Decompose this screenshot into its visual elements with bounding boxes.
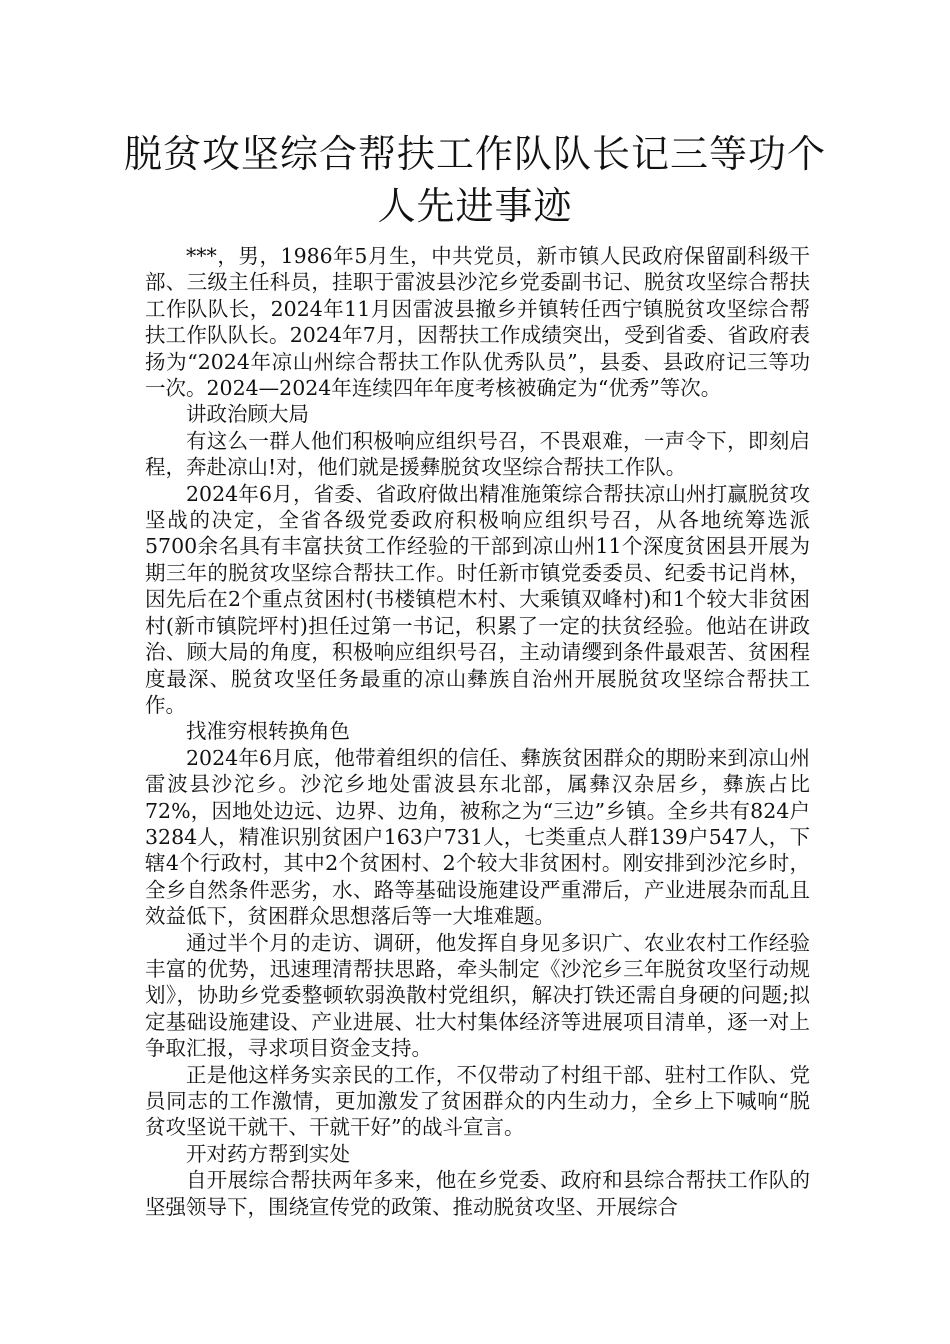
paragraph: 通过半个月的走访、调研，他发挥自身见多识广、农业农村工作经验丰富的优势，迅速理清帮扶思路，牵头制定《沙沱乡三年脱贫攻坚行动规划》，协助乡党委整顿软弱涣散村党组织，解决打铁还需自身硬的问题;拟定基础设施建设、产业进展、壮大村集体经济等进展项目清单，逐一对上争取汇报，寻求项目资金支持。 xyxy=(145,930,810,1061)
document-title: 脱贫攻坚综合帮扶工作队队长记三等功个人先进事迹 xyxy=(123,132,826,228)
paragraph: 2024年6月底，他带着组织的信任、彝族贫困群众的期盼来到凉山州雷波县沙沱乡。沙沱乡地处雷波县东北部，属彝汉杂居乡，彝族占比72%，因地处边远、边界、边角，被称之为“三边”乡镇。全乡共有824户3284人，精准识别贫困户163户731人，七类重点人群139户547人，下辖4个行政村，其中2个贫困村、2个较大非贫困村。刚安排到沙沱乡时，全乡自然条件恶劣，水、路等基础设施建设严重滞后，产业进展杂而乱且效益低下，贫困群众思想落后等一大堆难题。 xyxy=(145,745,810,929)
paragraph: 有这么一群人他们积极响应组织号召，不畏艰难，一声令下，即刻启程，奔赴凉山!对，他们就是援彝脱贫攻坚综合帮扶工作队。 xyxy=(145,428,810,480)
paragraph: 自开展综合帮扶两年多来，他在乡党委、政府和县综合帮扶工作队的坚强领导下，围绕宣传党的政策、推动脱贫攻坚、开展综合 xyxy=(145,1168,810,1219)
section-heading-politics: 讲政治顾大局 xyxy=(186,402,309,427)
document-body xyxy=(145,243,810,1220)
section-heading-remedy: 开对药方帮到实处 xyxy=(186,1141,350,1166)
paragraph-intro: ***，男，1986年5月生，中共党员，新市镇人民政府保留副科级干部、三级主任科员，挂职于雷波县沙沱乡党委副书记、脱贫攻坚综合帮扶工作队队长，2024年11月因雷波县撤乡并镇转任西宁镇脱贫攻坚综合帮扶工作队队长。2024年7月，因帮扶工作成绩突出，受到省委、省政府表扬为“2024年凉山州综合帮扶工作队优秀队员”，县委、县政府记三等功一次。2024—2024年连续四年年度考核被确定为“优秀”等次。 xyxy=(145,244,810,401)
paragraph: 正是他这样务实亲民的工作，不仅带动了村组干部、驻村工作队、党员同志的工作激情，更加激发了贫困群众的内生动力，全乡上下喊响“脱贫攻坚说干就干、干就干好”的战斗宣言。 xyxy=(145,1062,810,1140)
paragraph: 2024年6月，省委、省政府做出精准施策综合帮扶凉山州打赢脱贫攻坚战的决定，全省各级党委政府积极响应组织号召，从各地统筹选派5700余名具有丰富扶贫工作经验的干部到凉山州11个深度贫困县开展为期三年的脱贫攻坚综合帮扶工作。时任新市镇党委委员、纪委书记肖林，因先后在2个重点贫困村(书楼镇桤木村、大乘镇双峰村)和1个较大非贫困村(新市镇院坪村)担任过第一书记，积累了一定的扶贫经验。他站在讲政治、顾大局的角度，积极响应组织号召，主动请缨到条件最艰苦、贫困程度最深、脱贫攻坚任务最重的凉山彝族自治州开展脱贫攻坚综合帮扶工作。 xyxy=(145,481,810,717)
section-heading-role: 找准穷根转换角色 xyxy=(186,719,350,744)
